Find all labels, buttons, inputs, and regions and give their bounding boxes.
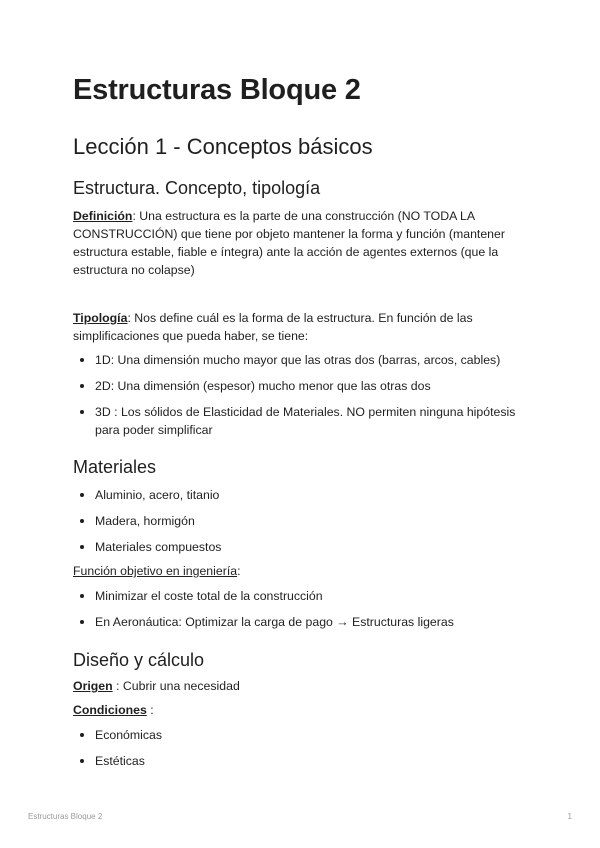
materiales-list: [73, 486, 533, 556]
tipologia-paragraph: [73, 309, 533, 345]
list-item: Materiales compuestos: [73, 538, 533, 556]
tipologia-label: Tipología: [73, 311, 128, 325]
funcion-objetivo-suffix: :: [237, 564, 241, 578]
tipologia-list: [73, 351, 533, 439]
footer-doc-title: Estructuras Bloque 2: [28, 812, 103, 821]
definicion-text: : Una estructura es la parte de una construcción (NO TODA LA CONSTRUCCIÓN) que tiene por objeto mantener la forma y función (mantener estructura estable, fiable e íntegra) ante la acción de agentes externos (que la estructura no colapse): [73, 209, 505, 277]
condiciones-list: [73, 726, 533, 770]
origen-paragraph: [73, 677, 533, 695]
list-item: 2D: Una dimensión (espesor) mucho menor que las otras dos: [73, 377, 533, 395]
origen-label: Origen: [73, 679, 113, 693]
list-item: Madera, hormigón: [73, 512, 533, 530]
condiciones-suffix: :: [146, 703, 154, 717]
funcion-objetivo-paragraph: [73, 562, 533, 580]
footer-page-number: 1: [567, 812, 572, 821]
section-heading-materiales: Materiales: [73, 457, 157, 477]
definicion-paragraph: [73, 207, 533, 279]
lesson-title: Lección 1 - Conceptos básicos: [73, 134, 373, 159]
section-heading-diseno: Diseño y cálculo: [73, 650, 205, 670]
origen-text: : Cubrir una necesidad: [112, 679, 240, 693]
list-item: Minimizar el coste total de la construcción: [73, 587, 533, 605]
list-item: Aluminio, acero, titanio: [73, 486, 533, 504]
document-title: Estructuras Bloque 2: [73, 74, 361, 106]
funcion-objetivo-list: [73, 587, 533, 631]
list-item: Económicas: [73, 726, 533, 744]
definicion-label: Definición: [73, 209, 133, 223]
funcion-objetivo-label: Función objetivo en ingeniería: [73, 564, 238, 578]
list-item: En Aeronáutica: Optimizar la carga de pago → Estructuras ligeras: [73, 613, 533, 631]
section-heading-estructura: Estructura. Concepto, tipología: [73, 178, 321, 198]
list-item: Estéticas: [73, 752, 533, 770]
condiciones-paragraph: [73, 701, 533, 719]
tipologia-text: : Nos define cuál es la forma de la estructura. En función de las simplificaciones que pueda haber, se tiene:: [73, 311, 473, 343]
list-item: 1D: Una dimensión mucho mayor que las otras dos (barras, arcos, cables): [73, 351, 533, 369]
list-item: 3D : Los sólidos de Elasticidad de Materiales. NO permiten ninguna hipótesis para poder simplificar: [73, 403, 533, 439]
condiciones-label: Condiciones: [73, 703, 147, 717]
